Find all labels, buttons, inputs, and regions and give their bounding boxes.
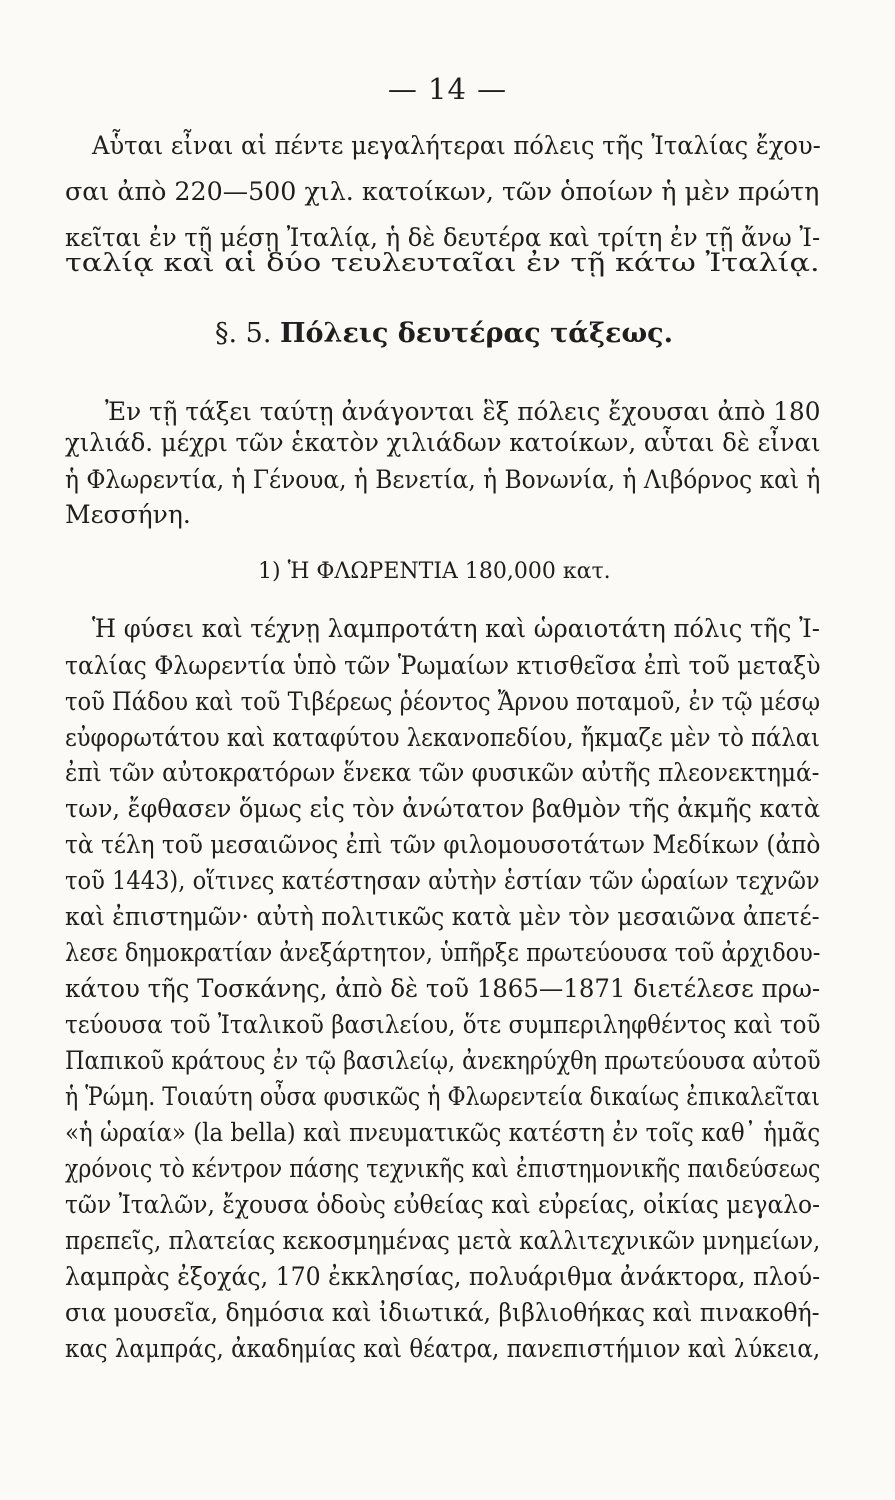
section-title: Πόλεις δευτέρας τάξεως. bbox=[280, 318, 673, 349]
para3-line-19: λαμπρὰς ἐξοχάς, 170 ἐκκλησίας, πολυάριθμα ἀνάκτορα, πλού- bbox=[65, 1262, 821, 1291]
para2-line-2: χιλιάδ. μέχρι τῶν ἑκατὸν χιλιάδων κατοίκων, αὗται δὲ εἶναι bbox=[65, 428, 821, 457]
para3-line-8: τοῦ 1443), οἵτινες κατέστησαν αὐτὴν ἑστίαν τῶν ὡραίων τεχνῶν bbox=[65, 866, 820, 895]
para3-line-17: τῶν Ἰταλῶν, ἔχουσα ὁδοὺς εὐθείας καὶ εὐρείας, οἰκίας μεγαλο- bbox=[65, 1190, 820, 1219]
para3-line-20: σια μουσεῖα, δημόσια καὶ ἰδιωτικά, βιβλιοθήκας καὶ πινακοθή- bbox=[65, 1298, 820, 1327]
para3-line-10: λεσε δημοκρατίαν ἀνεξάρτητον, ὑπῆρξε πρωτεύουσα τοῦ ἀρχιδου- bbox=[65, 938, 821, 967]
para1-line-2: σαι ἀπὸ 220—500 χιλ. κατοίκων, τῶν ὁποίων ἡ μὲν πρώτη bbox=[65, 177, 820, 206]
para3-line-5: ἐπὶ τῶν αὐτοκρατόρων ἕνεκα τῶν φυσικῶν αὐτῆς πλεονεκτημά- bbox=[65, 758, 820, 787]
para3-line-12: τεύουσα τοῦ Ἰταλικοῦ βασιλείου, ὅτε συμπεριληφθέντος καὶ τοῦ bbox=[65, 1010, 821, 1039]
para3-line-9: καὶ ἐπιστημῶν· αὐτὴ πολιτικῶς κατὰ μὲν τὸν μεσαιῶνα ἀπετέ- bbox=[65, 902, 820, 931]
para3-line-11: κάτου τῆς Τοσκάνης, ἀπὸ δὲ τοῦ 1865—1871 διετέλεσε πρω- bbox=[65, 974, 821, 1003]
section-heading bbox=[215, 317, 673, 351]
para3-line-14: ἡ Ῥώμη. Τοιαύτη οὖσα φυσικῶς ἡ Φλωρεντεία δικαίως ἐπικαλεῖται bbox=[65, 1082, 820, 1111]
para2-line-3: ἡ Φλωρεντία, ἡ Γένουα, ἡ Βενετία, ἡ Βονωνία, ἡ Λιβόρνος καὶ ἡ bbox=[65, 465, 821, 494]
para3-line-2: ταλίας Φλωρεντία ὑπὸ τῶν Ῥωμαίων κτισθεῖσα ἐπὶ τοῦ μεταξὺ bbox=[65, 651, 821, 680]
para1-line-1: Αὗται εἶναι αἱ πέντε μεγαλήτεραι πόλεις τῆς Ἰταλίας ἔχου- bbox=[92, 131, 821, 160]
para2-line-1: Ἐν τῇ τάξει ταύτῃ ἀνάγονται ἓξ πόλεις ἔχουσαι ἀπὸ 180 bbox=[105, 397, 821, 426]
para3-line-15: «ἡ ὡραία» (la bella) καὶ πνευματικῶς κατέστη ἐν τοῖς καθ᾽ ἡμᾶς bbox=[65, 1118, 821, 1147]
section-number: §. 5. bbox=[215, 318, 272, 349]
para1-line-3: κεῖται ἐν τῇ μέσῃ Ἰταλίᾳ, ἡ δὲ δευτέρα καὶ τρίτη ἐν τῇ ἄνω Ἰ- bbox=[65, 223, 821, 252]
para3-line-21: κας λαμπράς, ἀκαδημίας καὶ θέατρα, πανεπιστήμιον καὶ λύκεια, bbox=[65, 1334, 821, 1363]
para2-line-4: Μεσσήνη. bbox=[65, 500, 191, 529]
page-number: — 14 — bbox=[387, 72, 508, 106]
para3-line-18: πρεπεῖς, πλατείας κεκοσμημένας μετὰ καλλιτεχνικῶν μνημείων, bbox=[65, 1226, 821, 1255]
para1-line-4: ταλίᾳ καὶ αἱ δύο τευλευταῖαι ἐν τῇ κάτω Ἰταλίᾳ. bbox=[65, 248, 820, 277]
subsection-heading: 1) Ἡ ΦΛΩΡΕΝΤΙΑ 180,000 κατ. bbox=[258, 559, 611, 584]
para3-line-13: Παπικοῦ κράτους ἐν τῷ βασιλείῳ, ἀνεκηρύχθη πρωτεύουσα αὐτοῦ bbox=[65, 1046, 821, 1075]
para3-line-7: τὰ τέλη τοῦ μεσαιῶνος ἐπὶ τῶν φιλομουσοτάτων Μεδίκων (ἀπὸ bbox=[65, 830, 821, 859]
para3-line-3: τοῦ Πάδου καὶ τοῦ Τιβέρεως ῥέοντος Ἄρνου ποταμοῦ, ἐν τῷ μέσῳ bbox=[65, 687, 821, 716]
para3-line-4: εὐφορωτάτου καὶ καταφύτου λεκανοπεδίου, ἤκμαζε μὲν τὸ πάλαι bbox=[65, 723, 820, 752]
para3-line-6: των, ἔφθασεν ὅμως εἰς τὸν ἀνώτατον βαθμὸν τῆς ἀκμῆς κατὰ bbox=[65, 794, 821, 823]
para3-line-16: χρόνοις τὸ κέντρον πάσης τεχνικῆς καὶ ἐπιστημονικῆς παιδεύσεως bbox=[65, 1154, 821, 1183]
para3-line-1: Ἡ φύσει καὶ τέχνῃ λαμπροτάτη καὶ ὡραιοτάτη πόλις τῆς Ἰ- bbox=[92, 614, 820, 643]
